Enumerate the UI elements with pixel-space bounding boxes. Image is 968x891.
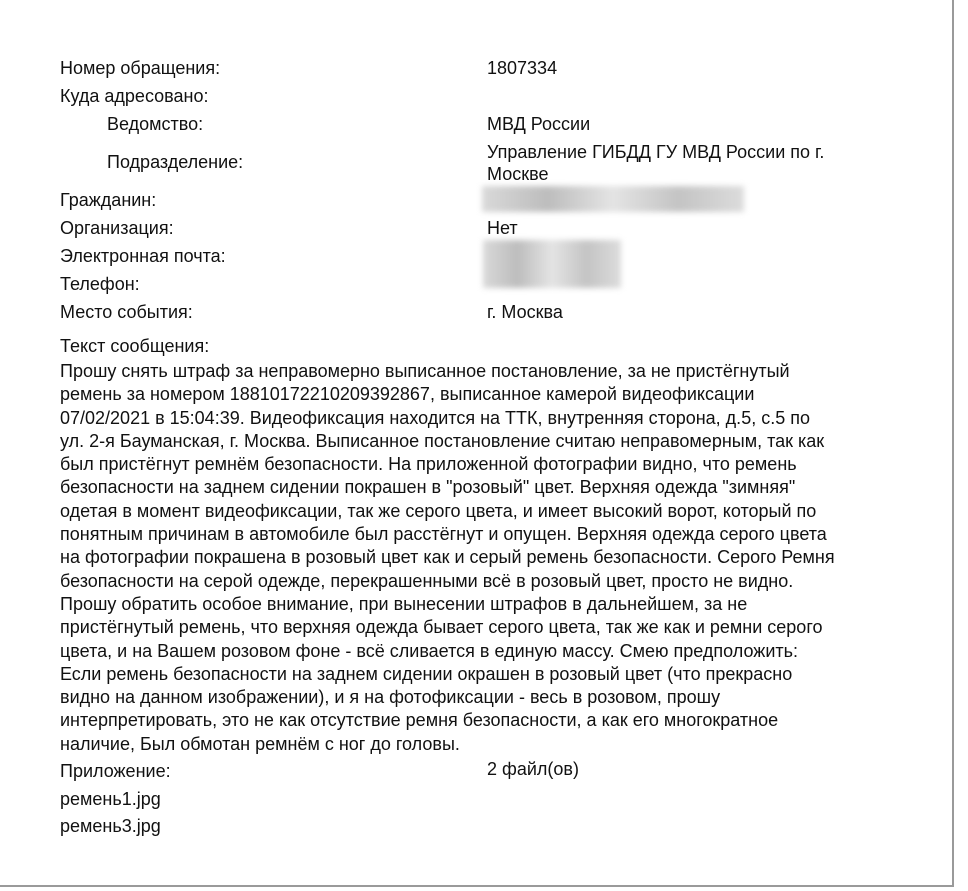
phone-label: Телефон: — [60, 274, 140, 294]
division-value: Управление ГИБДД ГУ МВД России по г. Москве — [487, 142, 825, 184]
appeal-number-value: 1807334 — [487, 58, 558, 78]
place-label: Место события: — [60, 302, 193, 322]
email-phone-redacted-value — [483, 240, 621, 288]
email-label: Электронная почта: — [60, 246, 226, 266]
attachment-label: Приложение: — [60, 761, 171, 781]
message-label: Текст сообщения: — [60, 336, 210, 356]
attachment-file: ремень3.jpg — [60, 816, 161, 836]
addressed-label: Куда адресовано: — [60, 86, 209, 106]
organization-label: Организация: — [60, 218, 174, 238]
department-label: Ведомство: — [107, 114, 204, 134]
attachment-count: 2 файл(ов) — [487, 759, 579, 779]
message-text: Прошу снять штраф за неправомерно выписанное постановление, за не пристёгнутый ремень за номером 18810172210209392867, выписанное камерой видеофиксации 07/02/2021 в 15:04:39. Видеофиксация находится на ТТК, внутренняя сторона, д.5, с.5 по ул. 2-я Бауманская, г. Москва. Выписанное постановление считаю неправомерным, так как был пристёгнут ремнём безопасности. На приложенной фотографии видно, что ремень безопасности на заднем сидении покрашен в "розовый" цвет. Верхняя одежда "зимняя" одетая в момент видеофиксации, так же серого цвета, и имеет высокий ворот, который по понятным причинам в автомобиле был расстёгнут и опущен. Верхняя одежда серого цвета на фотографии покрашена в розовый цвет как и серый ремень безопасности. Серого Ремня безопасности на серой одежде, перекрашенными всё в розовый цвет, просто не видно. Прошу обратить особое внимание, при вынесении штрафов в дальнейшем, за не пристёгнутый ремень, что верхняя одежда бывает серого цвета, так же как и ремни серого цвета, и на Вашем розовом фоне - всё сливается в единую массу. Смею предположить: Если ремень безопасности на заднем сидении окрашен в розовый цвет (что прекрасно видно на данном изображении), и я на фотофиксации - весь в розовом, прошу интерпретировать, это не как отсутствие ремня безопасности, а как его многократное наличие, Был обмотан ремнём с ног до головы. — [60, 361, 835, 754]
organization-value: Нет — [487, 218, 518, 238]
appeal-number-label: Номер обращения: — [60, 58, 221, 78]
division-label: Подразделение: — [107, 152, 244, 172]
department-value: МВД России — [487, 114, 591, 134]
attachment-file: ремень1.jpg — [60, 789, 161, 809]
citizen-label: Гражданин: — [60, 190, 157, 210]
place-value: г. Москва — [487, 302, 563, 322]
citizen-redacted-value — [482, 186, 744, 212]
